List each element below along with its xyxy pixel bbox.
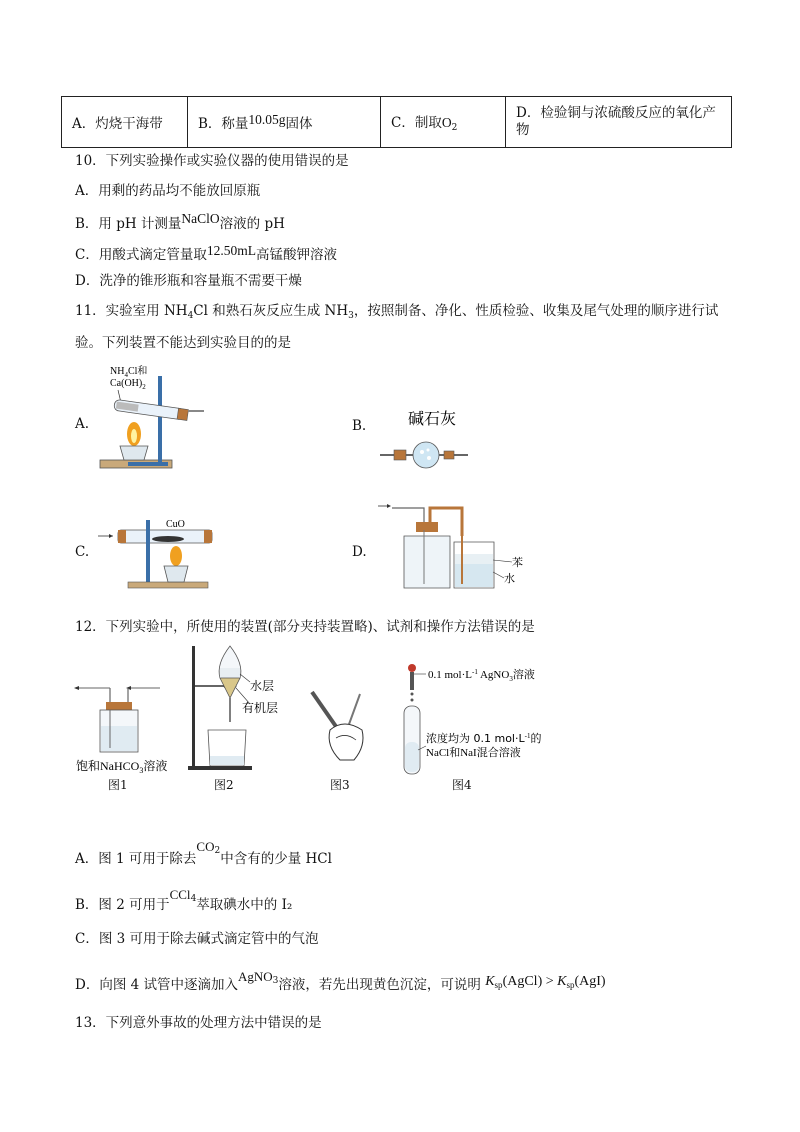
fig-c-label: CuO: [166, 519, 185, 530]
q11-apparatus-b: [378, 402, 478, 472]
q11-apparatus-c: [98, 510, 228, 590]
q11-option-a[interactable]: A.: [75, 416, 90, 432]
q12-option-c[interactable]: C．图 3 可用于除去碱式滴定管中的气泡: [75, 931, 319, 947]
fig-a-label-1: $NH_4Cl$和: [110, 366, 148, 379]
q12-stem: 12．下列实验中，所使用的装置(部分夹持装置略)、试剂和操作方法错误的是: [75, 619, 535, 635]
fig-caption-4: 图4: [452, 778, 472, 792]
q13-stem: 13．下列意外事故的处理方法中错误的是: [75, 1015, 322, 1031]
q11-stem: 11．实验室用 $NH_4Cl$ 和熟石灰反应生成 $NH_3$，按照制备、净化、性质检验、收集及尾气处理的顺序进行试: [75, 303, 719, 321]
fig4-label-reagent: 0.1 $mol\cdot L^{-1}$ AgNO$_3$溶液: [428, 668, 535, 683]
q12-figure-2: [186, 642, 286, 772]
fig-caption-2: 图2: [214, 778, 234, 792]
q10-option-d[interactable]: D．洗净的锥形瓶和容量瓶不需要干燥: [75, 273, 302, 289]
q9-option-b[interactable]: B．称量10.05g固体: [188, 97, 381, 148]
q11-option-d[interactable]: D.: [352, 544, 367, 560]
q11-option-c[interactable]: C.: [75, 544, 90, 560]
fig-d-label-benzene: 苯: [512, 557, 523, 569]
q12-figure-4: [400, 660, 580, 776]
fig-b-label: 碱石灰: [408, 411, 457, 428]
fig2-label-water-layer: 水层: [250, 679, 275, 693]
fig2-label-organic-layer: 有机层: [242, 701, 279, 715]
fig-d-label-water: 水: [504, 573, 515, 585]
q12-figure-3: [300, 686, 390, 766]
q9-option-d[interactable]: D．检验铜与浓硫酸反应的氧化产 物: [506, 97, 732, 148]
q10-option-a[interactable]: A．用剩的药品均不能放回原瓶: [75, 183, 261, 199]
q11-option-b[interactable]: B.: [352, 418, 367, 434]
q10-option-c[interactable]: C．用酸式滴定管量取12.50mL高锰酸钾溶液: [75, 243, 337, 263]
fig-a-label-2: $Ca(OH)_2$: [110, 378, 146, 391]
q10-stem: 10．下列实验操作或实验仪器的使用错误的是: [75, 153, 349, 169]
q12-figure-1: [70, 674, 180, 774]
q11-stem-line2: 验。下列装置不能达到实验目的的是: [75, 335, 291, 351]
fig-caption-1: 图1: [108, 778, 128, 792]
q11-apparatus-a: [98, 362, 208, 474]
fig4-label-concentration: 浓度均为 0.1 $mol\cdot L^{-1}$的: [426, 732, 542, 745]
q11-apparatus-d: [376, 496, 536, 592]
q12-option-a[interactable]: A．图 1 可用于除去$CO^2$中含有的少量 HCl: [75, 839, 332, 867]
fig1-label: 饱和NaHCO$_3$溶液: [76, 759, 168, 774]
q9-option-c[interactable]: C．制取$O_2$: [381, 97, 506, 148]
q12-option-d[interactable]: D．向图 4 试管中逐滴加入AgNO$^3$溶液，若先出现黄色沉淀，可说明 $K_{sp}(AgCl) > K_{sp}(AgI)$: [75, 969, 606, 993]
fig-caption-3: 图3: [330, 778, 350, 792]
q9-option-a[interactable]: A．灼烧干海带: [62, 97, 188, 148]
q9-options-table: [61, 96, 732, 148]
q10-option-b[interactable]: B．用 pH 计测量NaClO溶液的 pH: [75, 211, 285, 232]
q12-option-b[interactable]: B．图 2 可用于CCl$^4$萃取碘水中的 I₂: [75, 887, 293, 913]
fig4-label-mixture: NaCl和NaI混合溶液: [426, 747, 521, 759]
